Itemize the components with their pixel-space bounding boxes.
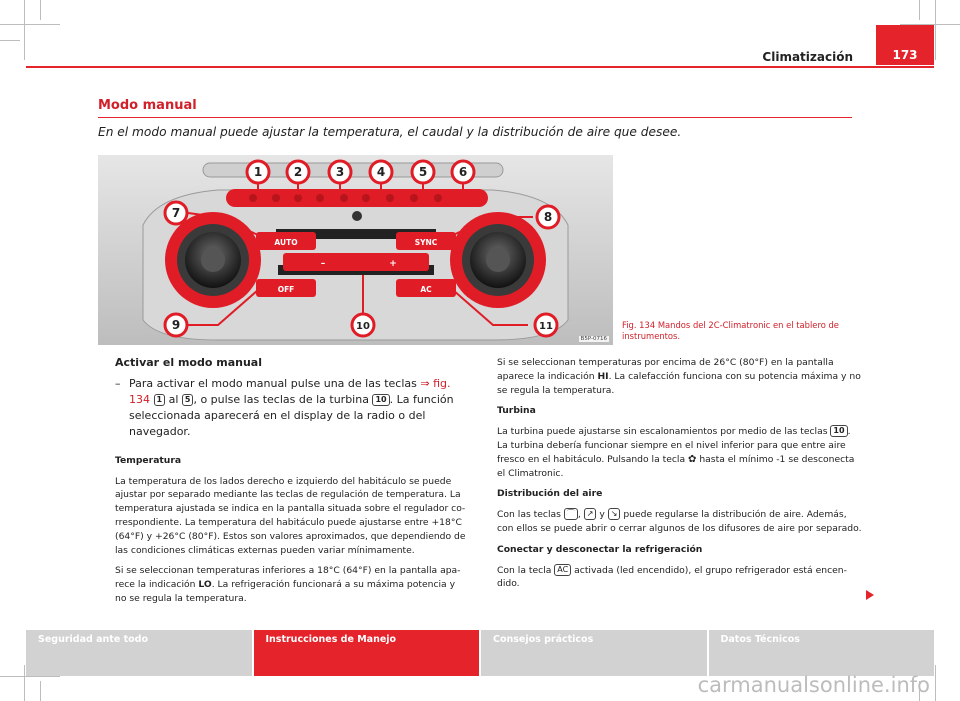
step-activate	[115, 376, 467, 440]
key-1: 1	[154, 394, 166, 406]
dist-y: y	[596, 509, 608, 521]
heading-turbina: Turbina	[497, 405, 536, 417]
callout-label: 6	[458, 165, 468, 179]
crop-mark	[0, 40, 20, 41]
distribution-paragraph	[497, 508, 862, 536]
air-to-windshield-icon: ⌒	[564, 508, 578, 520]
auto-button-label: AUTO	[274, 238, 298, 247]
right-column	[497, 356, 862, 598]
key-10: 10	[830, 425, 847, 437]
temperature-paragraph-1: La temperatura de los lados derecho e izquierdo del habitáculo se puede ajustar por separado mediante las teclas de regulación de temperatura. La temperatura ajustada se indica en la pantalla situada sobre el regulador correspondiente. La temperatura del habitáculo puede ajustarse entre +18°C (64°F) y +26°C (80°F). Estos son valores aproximados, que dependiendo de las condiciones climáticas externas pueden variar mínimamente.	[115, 475, 466, 556]
turbina-paragraph	[497, 425, 862, 480]
crop-mark	[919, 0, 920, 20]
fan-icon: ✿	[688, 453, 697, 465]
step-text-b: al	[165, 392, 182, 406]
footer-tab-datos[interactable]: Datos Técnicos	[709, 630, 935, 676]
dist-c: puede regularse la distribución de aire. Además, con ellos se puede abrir o cerrar algunos de los difusores de aire por separado.	[497, 509, 862, 534]
callout-label: 5	[418, 165, 428, 179]
footer-tab-consejos[interactable]: Consejos prácticos	[481, 630, 707, 676]
crop-mark	[24, 665, 25, 701]
section-intro: En el modo manual puede ajustar la temperatura, el caudal y la distribución de aire que desee.	[98, 125, 682, 139]
callout-label: 7	[171, 206, 181, 220]
fig-reference-link[interactable]: ⇒ fig. 134	[129, 376, 451, 406]
footer-nav	[26, 630, 934, 676]
continue-arrow-icon	[866, 590, 874, 600]
callout-label: 3	[335, 165, 345, 179]
left-column	[115, 356, 467, 613]
callout-label: 4	[376, 165, 386, 179]
figure-caption: Fig. 134 Mandos del 2C-Climatronic en el tablero de instrumentos.	[622, 320, 839, 341]
step-text	[129, 376, 467, 440]
sync-button-label: SYNC	[414, 238, 438, 247]
footer-tab-instrucciones[interactable]: Instrucciones de Manejo	[254, 630, 480, 676]
page-number	[876, 25, 934, 65]
ref-b: activada (led encendido), el grupo refrigerador está encendido.	[497, 564, 847, 590]
header-rule	[26, 66, 934, 68]
climatronic-figure	[98, 155, 613, 345]
refrigeration-paragraph	[497, 564, 862, 592]
heading-distribution: Distribución del aire	[497, 488, 603, 500]
air-to-footwell-icon: ↘	[608, 508, 621, 520]
step-text-c: , o pulse las teclas de la turbina	[193, 392, 373, 406]
ref-a: Con la tecla	[497, 564, 555, 576]
header-title: Climatización	[762, 50, 853, 64]
off-button-label: OFF	[277, 285, 295, 294]
temperature-paragraph-2	[115, 564, 467, 605]
air-to-upper-body-icon: ↗	[584, 508, 597, 520]
heading-temperature: Temperatura	[115, 454, 182, 466]
footer-tab-seguridad[interactable]: Seguridad ante todo	[26, 630, 252, 676]
section-title: Modo manual	[98, 98, 197, 113]
turbina-c: hasta el mínimo -1 se desconecta el Climatronic.	[497, 453, 855, 479]
page-number-text: 173	[892, 48, 918, 62]
hi-paragraph	[497, 356, 862, 397]
ac-button-label: AC	[420, 285, 432, 294]
figure-code: B5P-0716	[580, 336, 607, 342]
callout-label: 2	[293, 165, 303, 179]
crop-mark	[24, 0, 25, 60]
section-rule	[98, 117, 852, 118]
dist-b: ,	[577, 509, 584, 521]
temp-p2-b: . La refrigeración funcionará a su máxima potencia y no se regula la temperatura.	[115, 579, 456, 604]
watermark: carmanualsonline.info	[697, 673, 930, 697]
heading-manual-mode: Activar el modo manual	[115, 356, 262, 369]
turbina-b: . La turbina debería funcionar siempre en el nivel inferior para que entre aire fresco en el habitáculo. Pulsando la tecla	[497, 426, 851, 465]
fan-plus-label: +	[389, 259, 397, 269]
step-text-a: Para activar el modo manual pulse una de las teclas	[129, 376, 421, 390]
crop-mark	[40, 681, 41, 701]
callout-label: 10	[356, 321, 370, 332]
step-dash: –	[115, 376, 121, 390]
callout-label: 9	[171, 318, 181, 332]
key-5: 5	[182, 394, 194, 406]
fan-minus-label: –	[320, 259, 326, 269]
callout-label: 1	[253, 165, 263, 179]
turbina-a: La turbina puede ajustarse sin escalonamientos por medio de las teclas	[497, 426, 831, 438]
crop-mark	[0, 24, 60, 25]
ac-key: AC	[554, 564, 571, 576]
callout-label: 8	[543, 210, 553, 224]
step-text-d: . La función seleccionada aparecerá en el display de la radio o del navegador.	[129, 392, 454, 438]
lo-indicator: LO	[198, 579, 212, 591]
key-10: 10	[372, 394, 389, 406]
crop-mark	[935, 665, 936, 701]
crop-mark	[40, 0, 41, 20]
temp-p2-a: Si se seleccionan temperaturas inferiores a 18°C (64°F) en la pantalla aparece la indicación	[115, 565, 461, 591]
crop-mark	[0, 676, 60, 677]
climatronic-illustration	[98, 155, 613, 345]
heading-refrigeration: Conectar y desconectar la refrigeración	[497, 543, 703, 555]
crop-mark	[935, 0, 936, 60]
hi-p-b: . La calefacción funciona con su potencia máxima y no se regula la temperatura.	[497, 370, 861, 396]
dist-a: Con las teclas	[497, 509, 564, 521]
callout-label: 11	[539, 321, 553, 332]
hi-indicator: HI	[597, 370, 609, 382]
hi-p-a: Si se seleccionan temperaturas por encima de 26°C (80°F) en la pantalla aparece la indicación	[497, 357, 834, 382]
